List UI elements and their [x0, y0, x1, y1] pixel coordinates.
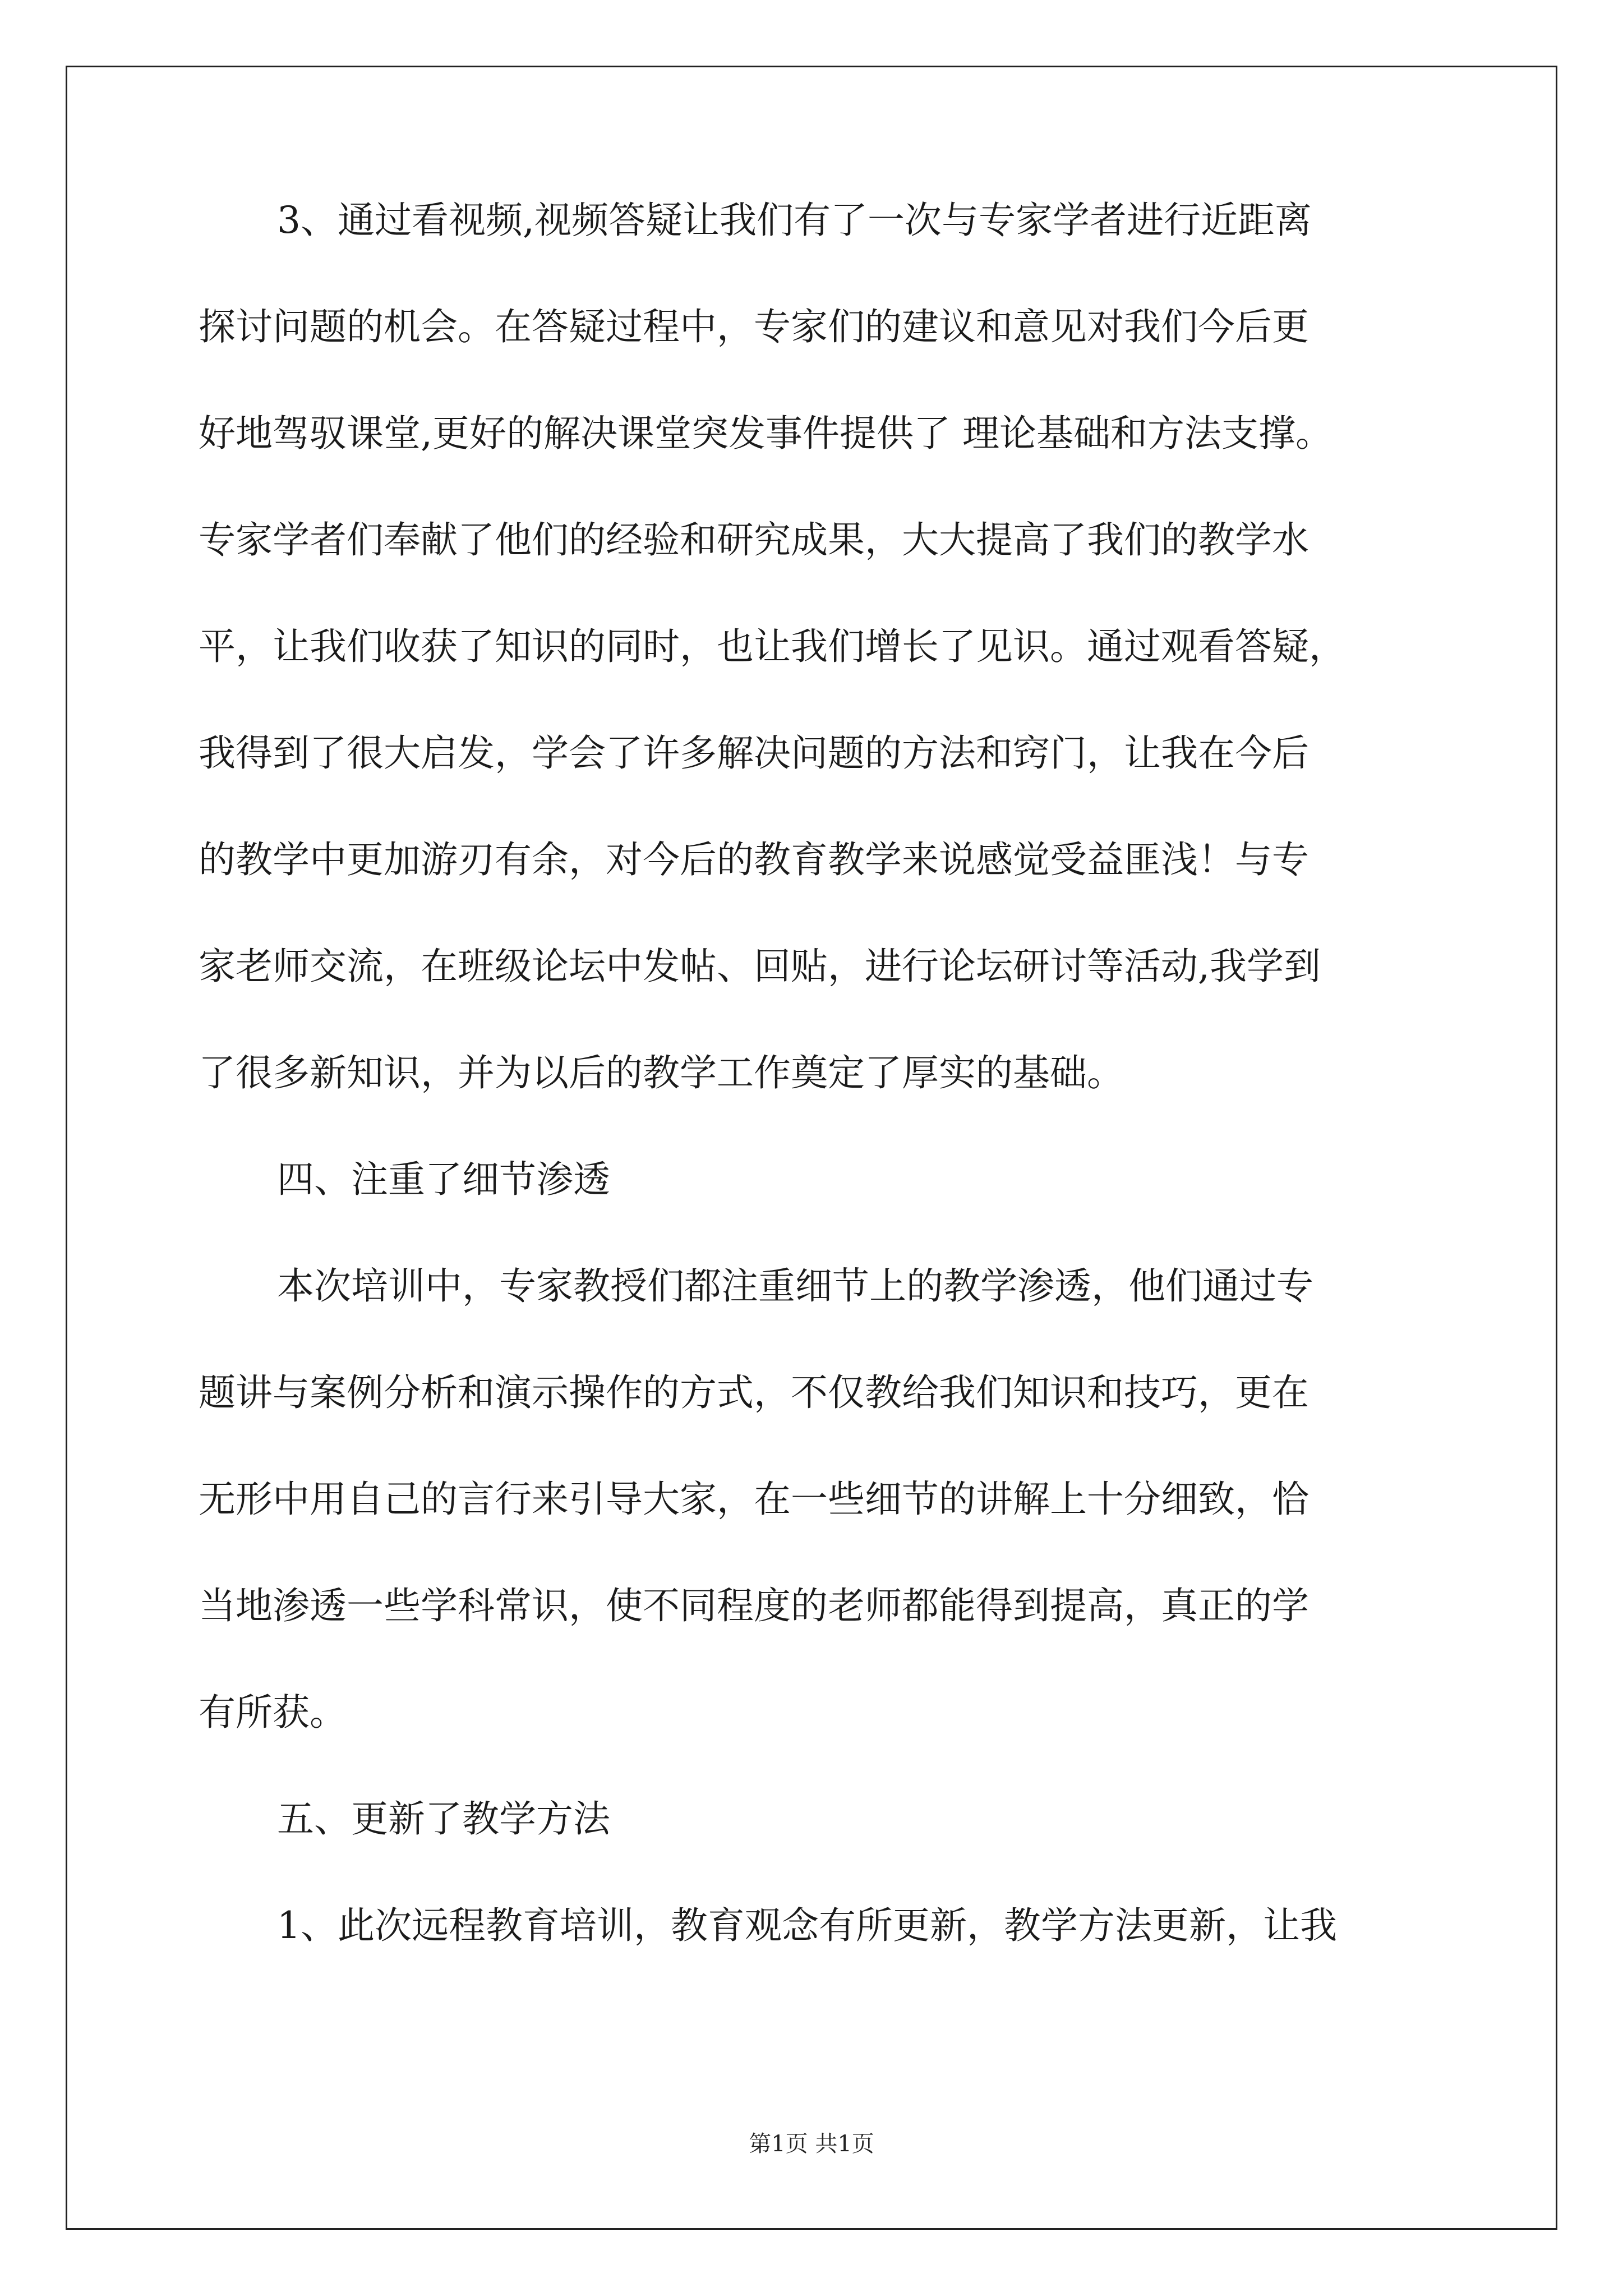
- text-line: 无形中用自己的言行来引导大家，在一些细节的讲解上十分细致，恰: [199, 1478, 1309, 1521]
- text-line: 我得到了很大启发，学会了许多解决问题的方法和窍门，让我在今后: [199, 731, 1309, 775]
- text-line: 1、此次远程教育培训，教育观念有所更新，教学方法更新，让我: [277, 1904, 1337, 1947]
- text-line: 题讲与案例分析和演示操作的方式，不仅教给我们知识和技巧，更在: [199, 1371, 1309, 1414]
- section-heading: 五、更新了教学方法: [277, 1797, 610, 1841]
- text-line: 有所获。: [199, 1691, 347, 1734]
- text-line: 家老师交流，在班级论坛中发帖、回贴，进行论坛研讨等活动,我学到: [199, 945, 1321, 988]
- section-heading: 四、注重了细节渗透: [277, 1158, 610, 1201]
- text-line: 3、通过看视频,视频答疑让我们有了一次与专家学者进行近距离: [277, 199, 1312, 242]
- text-line: 了很多新知识，并为以后的教学工作奠定了厚实的基础。: [199, 1051, 1124, 1094]
- page-number: 第1页 共1页: [749, 2131, 874, 2157]
- text-line: 的教学中更加游刃有余，对今后的教育教学来说感觉受益匪浅！与专: [199, 838, 1309, 881]
- text-line: 当地渗透一些学科常识，使不同程度的老师都能得到提高，真正的学: [199, 1584, 1309, 1627]
- text-line: 好地驾驭课堂,更好的解决课堂突发事件提供了 理论基础和方法支撑。: [199, 412, 1332, 455]
- text-line: 探讨问题的机会。在答疑过程中，专家们的建议和意见对我们今后更: [199, 305, 1309, 348]
- text-line: 专家学者们奉献了他们的经验和研究成果，大大提高了我们的教学水: [199, 518, 1309, 562]
- text-line: 本次培训中，专家教授们都注重细节上的教学渗透，他们通过专: [277, 1264, 1313, 1308]
- text-line: 平，让我们收获了知识的同时，也让我们增长了见识。通过观看答疑，: [199, 625, 1346, 668]
